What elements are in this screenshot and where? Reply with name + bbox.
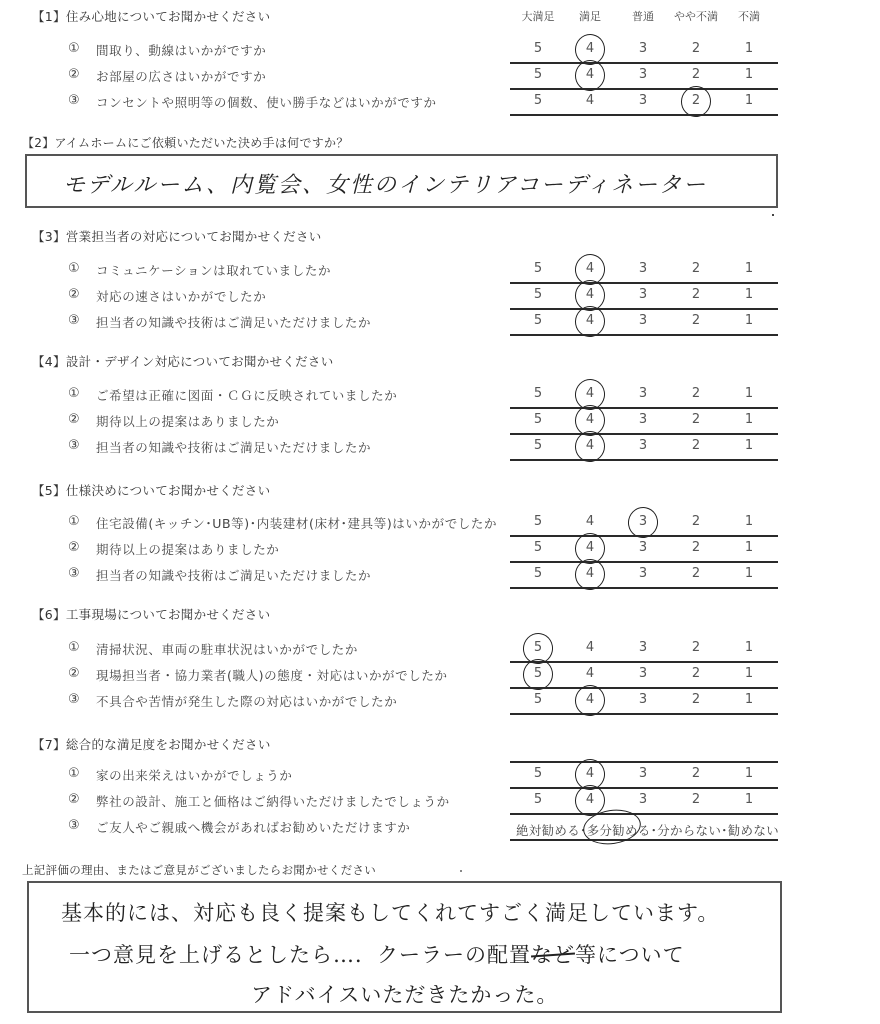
score-option-4[interactable]: 4 [585, 540, 595, 555]
question-text: 担当者の知識や技術はご満足いただけましたか [96, 568, 372, 583]
question-text: 担当者の知識や技術はご満足いただけましたか [96, 440, 372, 455]
score-option-3[interactable]: 3 [638, 766, 648, 781]
score-option-3[interactable]: 3 [638, 41, 648, 56]
question-text: 期待以上の提案はありましたか [96, 542, 280, 557]
score-option-4[interactable]: 4 [585, 792, 595, 807]
score-option-3[interactable]: 3 [638, 93, 648, 108]
scale-header-3: 普通 [632, 10, 654, 23]
question-number: ① [68, 766, 80, 781]
question-text: 間取り、動線はいかがですか [96, 43, 267, 58]
score-option-5[interactable]: 5 [533, 386, 543, 401]
score-option-1[interactable]: 1 [744, 692, 754, 707]
question-number: ② [68, 287, 80, 302]
option-probably[interactable]: 多分勧める [586, 823, 651, 838]
question-text: 対応の速さはいかがでしたか [96, 289, 267, 304]
row-rule [510, 787, 778, 789]
score-option-5[interactable]: 5 [533, 540, 543, 555]
score-option-2[interactable]: 2 [691, 692, 701, 707]
section-7-title: 【7】総合的な満足度をお聞かせください [32, 737, 271, 752]
row-rule [510, 761, 778, 763]
score-option-4[interactable]: 4 [585, 386, 595, 401]
score-option-1[interactable]: 1 [744, 766, 754, 781]
score-option-3[interactable]: 3 [638, 412, 648, 427]
question-text: お部屋の広さはいかがですか [96, 69, 267, 84]
question-text: コンセントや照明等の個数、使い勝手などはいかがですか [96, 95, 437, 110]
score-option-5[interactable]: 5 [533, 692, 543, 707]
score-option-4[interactable]: 4 [585, 666, 595, 681]
question-number: ① [68, 41, 80, 56]
score-option-3[interactable]: 3 [638, 566, 648, 581]
section-2-title: 【2】アイムホームにご依頼いただいた決め手は何ですか？ [22, 136, 349, 150]
section-3-title: 【3】営業担当者の対応についてお聞かせください [32, 229, 322, 244]
question-text: 現場担当者・協力業者(職人)の態度・対応はいかがでしたか [96, 668, 448, 683]
score-option-2[interactable]: 2 [691, 412, 701, 427]
score-option-2[interactable]: 2 [691, 261, 701, 276]
comments-box[interactable] [27, 881, 782, 1013]
score-option-2[interactable]: 2 [691, 540, 701, 555]
score-option-4[interactable]: 4 [585, 261, 595, 276]
score-option-3[interactable]: 3 [638, 287, 648, 302]
score-option-2[interactable]: 2 [691, 93, 701, 108]
score-option-2[interactable]: 2 [691, 313, 701, 328]
row-rule [510, 114, 778, 116]
score-option-2[interactable]: 2 [691, 386, 701, 401]
score-option-3[interactable]: 3 [638, 438, 648, 453]
row-rule [510, 587, 778, 589]
score-option-5[interactable]: 5 [533, 313, 543, 328]
question-number: ② [68, 792, 80, 807]
score-option-2[interactable]: 2 [691, 666, 701, 681]
score-option-5[interactable]: 5 [533, 640, 543, 655]
question-text: 担当者の知識や技術はご満足いただけましたか [96, 315, 372, 330]
score-option-4[interactable]: 4 [585, 287, 595, 302]
score-option-4[interactable]: 4 [585, 93, 595, 108]
score-option-5[interactable]: 5 [533, 666, 543, 681]
question-text: 家の出来栄えはいかがでしょうか [96, 768, 293, 783]
score-option-5[interactable]: 5 [533, 766, 543, 781]
score-option-2[interactable]: 2 [691, 514, 701, 529]
section-5-title: 【5】仕様決めについてお聞かせください [32, 483, 271, 498]
question-number: ① [68, 261, 80, 276]
score-option-1[interactable]: 1 [744, 67, 754, 82]
decision-answer-text: モデルルーム、内覧会、女性のインテリアコーディネーター [63, 173, 708, 198]
question-text: 住宅設備(キッチン･UB等)･内装建材(床材･建具等)はいかがでしたか [96, 516, 498, 531]
score-option-4[interactable]: 4 [585, 514, 595, 529]
comment-line-1: 基本的には、対応も良く提案もしてくれてすごく満足しています。 [61, 901, 720, 925]
question-number: ① [68, 640, 80, 655]
score-option-3[interactable]: 3 [638, 640, 648, 655]
score-option-1[interactable]: 1 [744, 412, 754, 427]
row-rule [510, 661, 778, 663]
score-option-5[interactable]: 5 [533, 412, 543, 427]
score-option-3[interactable]: 3 [638, 313, 648, 328]
row-rule [510, 433, 778, 435]
question-number: ② [68, 67, 80, 82]
question-number: ① [68, 514, 80, 529]
score-option-3[interactable]: 3 [638, 540, 648, 555]
score-option-1[interactable]: 1 [744, 640, 754, 655]
score-option-5[interactable]: 5 [533, 566, 543, 581]
separator: ･ [721, 823, 728, 838]
question-number: ③ [68, 818, 80, 833]
score-option-3[interactable]: 3 [638, 386, 648, 401]
score-option-5[interactable]: 5 [533, 287, 543, 302]
score-option-1[interactable]: 1 [744, 514, 754, 529]
question-text: 期待以上の提案はありましたか [96, 414, 280, 429]
score-option-1[interactable]: 1 [744, 792, 754, 807]
question-number: ③ [68, 692, 80, 707]
score-option-4[interactable]: 4 [585, 41, 595, 56]
score-option-2[interactable]: 2 [691, 640, 701, 655]
score-option-5[interactable]: 5 [533, 261, 543, 276]
score-option-1[interactable]: 1 [744, 666, 754, 681]
row-rule [510, 839, 778, 841]
comment-line-2a: 一つ意見を上げるとしたら…．クーラーの配置 [69, 943, 531, 967]
score-option-4[interactable]: 4 [585, 412, 595, 427]
question-number: ③ [68, 438, 80, 453]
scale-header-1: 不満 [738, 10, 760, 23]
score-option-1[interactable]: 1 [744, 41, 754, 56]
row-rule [510, 308, 778, 310]
score-option-1[interactable]: 1 [744, 386, 754, 401]
row-rule [510, 535, 778, 537]
question-text: 清掃状況、車両の駐車状況はいかがでしたか [96, 642, 359, 657]
score-option-5[interactable]: 5 [533, 792, 543, 807]
comment-line-2b: 等について [575, 943, 685, 967]
question-number: ② [68, 666, 80, 681]
score-option-3[interactable]: 3 [638, 261, 648, 276]
score-option-2[interactable]: 2 [691, 67, 701, 82]
separator: ･ [580, 823, 587, 838]
score-option-1[interactable]: 1 [744, 566, 754, 581]
score-option-5[interactable]: 5 [533, 67, 543, 82]
option-definitely[interactable]: 絶対勧める [516, 823, 581, 838]
score-option-4[interactable]: 4 [585, 640, 595, 655]
score-option-3[interactable]: 3 [638, 692, 648, 707]
score-option-2[interactable]: 2 [691, 287, 701, 302]
score-option-2[interactable]: 2 [691, 766, 701, 781]
score-option-5[interactable]: 5 [533, 93, 543, 108]
row-rule [510, 88, 778, 90]
stray-dot [772, 214, 774, 216]
question-number: ② [68, 412, 80, 427]
score-option-1[interactable]: 1 [744, 313, 754, 328]
question-number: ② [68, 540, 80, 555]
score-option-1[interactable]: 1 [744, 261, 754, 276]
question-text: 不具合や苦情が発生した際の対応はいかがでしたか [96, 694, 398, 709]
score-option-4[interactable]: 4 [585, 692, 595, 707]
score-option-5[interactable]: 5 [533, 438, 543, 453]
score-option-1[interactable]: 1 [744, 93, 754, 108]
score-option-2[interactable]: 2 [691, 438, 701, 453]
score-option-4[interactable]: 4 [585, 766, 595, 781]
scale-header-4: 満足 [579, 10, 601, 23]
recommend-options [516, 821, 779, 839]
question-text: コミュニケーションは取れていましたか [96, 263, 332, 278]
score-option-1[interactable]: 1 [744, 540, 754, 555]
question-number: ③ [68, 93, 80, 108]
score-option-4[interactable]: 4 [585, 67, 595, 82]
option-not[interactable]: 勧めない [727, 823, 779, 838]
score-option-3[interactable]: 3 [638, 67, 648, 82]
comments-label: 上記評価の理由、またはご意見がございましたらお聞かせください [22, 863, 376, 877]
score-option-3[interactable]: 3 [638, 666, 648, 681]
row-rule [510, 334, 778, 336]
score-option-3[interactable]: 3 [638, 514, 648, 529]
option-unsure[interactable]: 分からない [657, 823, 722, 838]
score-option-1[interactable]: 1 [744, 438, 754, 453]
stray-dot [460, 870, 462, 872]
score-option-1[interactable]: 1 [744, 287, 754, 302]
score-option-2[interactable]: 2 [691, 566, 701, 581]
row-rule [510, 713, 778, 715]
row-rule [510, 407, 778, 409]
question-number: ③ [68, 313, 80, 328]
row-rule [510, 459, 778, 461]
scale-header-2: やや不満 [674, 10, 718, 23]
struck-text: など [531, 939, 575, 969]
score-option-2[interactable]: 2 [691, 792, 701, 807]
score-option-4[interactable]: 4 [585, 566, 595, 581]
row-rule [510, 561, 778, 563]
question-text: 弊社の設計、施工と価格はご納得いただけましたでしょうか [96, 794, 450, 809]
score-option-5[interactable]: 5 [533, 41, 543, 56]
question-text: ご友人やご親戚へ機会があればお勧めいただけますか [96, 820, 411, 835]
row-rule [510, 687, 778, 689]
comment-line-3: アドバイスいただきたかった。 [251, 983, 559, 1007]
score-option-4[interactable]: 4 [585, 438, 595, 453]
decision-answer-box[interactable] [25, 154, 778, 208]
question-number: ① [68, 386, 80, 401]
scale-header-5: 大満足 [521, 10, 555, 23]
row-rule [510, 62, 778, 64]
section-1-title: 【1】住み心地についてお聞かせください [32, 9, 271, 24]
score-option-2[interactable]: 2 [691, 41, 701, 56]
row-rule [510, 813, 778, 815]
separator: ･ [650, 823, 658, 838]
section-4-title: 【4】設計・デザイン対応についてお聞かせください [32, 354, 334, 369]
question-text: ご希望は正確に図面・ＣＧに反映されていましたか [96, 388, 398, 403]
comment-line-2 [69, 939, 685, 969]
score-option-3[interactable]: 3 [638, 792, 648, 807]
score-option-5[interactable]: 5 [533, 514, 543, 529]
score-option-4[interactable]: 4 [585, 313, 595, 328]
row-rule [510, 282, 778, 284]
question-number: ③ [68, 566, 80, 581]
section-6-title: 【6】工事現場についてお聞かせください [32, 607, 271, 622]
